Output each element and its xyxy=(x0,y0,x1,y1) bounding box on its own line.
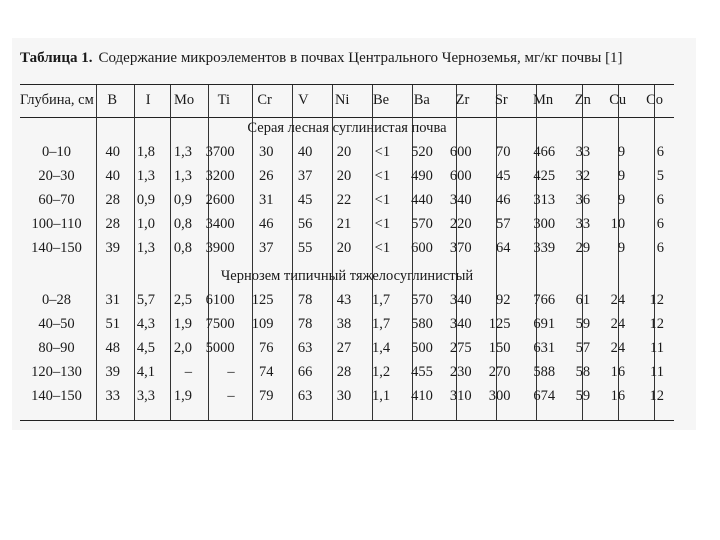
value-cell: 1,3 xyxy=(136,168,156,185)
value-cell: 10 xyxy=(610,216,626,233)
depth-cell: 80–90 xyxy=(38,340,75,357)
value-cell: – xyxy=(184,364,192,381)
value-cell: 20 xyxy=(336,240,352,257)
value-cell: 1,9 xyxy=(173,388,192,405)
value-cell: 46 xyxy=(259,216,274,233)
value-cell: 78 xyxy=(297,292,313,309)
table-row xyxy=(20,165,674,189)
depth-cell: 0–10 xyxy=(42,144,72,161)
value-cell: 6100 xyxy=(205,292,235,309)
value-cell: 125 xyxy=(488,316,511,333)
value-cell: 55 xyxy=(297,240,313,257)
table-row xyxy=(20,313,674,337)
value-cell: 2600 xyxy=(205,192,235,209)
value-cell: 4,3 xyxy=(136,316,156,333)
table-row xyxy=(20,337,674,361)
value-cell: 520 xyxy=(411,144,433,161)
depth-cell: 0–28 xyxy=(42,292,72,309)
table-row xyxy=(20,213,674,237)
value-cell: 300 xyxy=(533,216,556,233)
depth-cell: 20–30 xyxy=(38,168,75,185)
value-cell: 28 xyxy=(105,192,121,209)
table-row xyxy=(20,361,674,385)
value-cell: 20 xyxy=(336,144,352,161)
header-element: Mn xyxy=(532,92,554,108)
value-cell: 28 xyxy=(105,216,121,233)
header-element: Cr xyxy=(257,92,272,108)
value-cell: 20 xyxy=(336,168,352,185)
value-cell: 0,8 xyxy=(173,240,192,257)
value-cell: 38 xyxy=(336,316,352,333)
value-cell: 1,1 xyxy=(371,388,391,405)
value-cell: 300 xyxy=(488,388,511,405)
value-cell: 74 xyxy=(259,364,274,381)
value-cell: 425 xyxy=(533,168,556,185)
header-element: Ni xyxy=(334,92,350,108)
value-cell: 6 xyxy=(656,144,665,161)
header-element: I xyxy=(145,92,151,108)
table-row xyxy=(20,141,674,165)
value-cell: 570 xyxy=(411,292,433,309)
value-cell: 40 xyxy=(105,144,121,161)
value-cell: 64 xyxy=(496,240,511,257)
value-cell: 40 xyxy=(297,144,313,161)
value-cell: 109 xyxy=(251,316,274,333)
value-cell: 76 xyxy=(259,340,274,357)
value-cell: 9 xyxy=(617,144,626,161)
value-cell: 48 xyxy=(105,340,121,357)
header-element: Co xyxy=(646,92,664,108)
value-cell: 32 xyxy=(575,168,591,185)
value-cell: 3700 xyxy=(205,144,235,161)
value-cell: 11 xyxy=(650,340,665,357)
value-cell: 340 xyxy=(449,316,472,333)
value-cell: 588 xyxy=(533,364,556,381)
value-cell: 5 xyxy=(656,168,665,185)
value-cell: 2,0 xyxy=(173,340,192,357)
value-cell: 220 xyxy=(449,216,472,233)
value-cell: 674 xyxy=(533,388,556,405)
table-caption-text: Содержание микроэлементов в почвах Центрального Черноземья, мг/кг почвы [1] xyxy=(98,50,623,66)
depth-cell: 40–50 xyxy=(38,316,75,333)
depth-cell: 120–130 xyxy=(31,364,82,381)
value-cell: 1,7 xyxy=(371,292,391,309)
value-cell: 580 xyxy=(411,316,433,333)
value-cell: 12 xyxy=(649,316,665,333)
value-cell: <1 xyxy=(374,192,391,209)
value-cell: 1,0 xyxy=(136,216,156,233)
value-cell: 31 xyxy=(259,192,274,209)
value-cell: 9 xyxy=(617,240,626,257)
value-cell: <1 xyxy=(374,168,391,185)
value-cell: 16 xyxy=(610,364,626,381)
value-cell: 26 xyxy=(259,168,274,185)
value-cell: 66 xyxy=(297,364,313,381)
header-element: Zr xyxy=(455,92,470,108)
value-cell: 4,1 xyxy=(136,364,156,381)
table-caption-label: Таблица 1. xyxy=(20,50,93,66)
value-cell: 0,9 xyxy=(136,192,156,209)
value-cell: 24 xyxy=(610,340,626,357)
value-cell: 7500 xyxy=(205,316,235,333)
value-cell: 6 xyxy=(656,192,665,209)
value-cell: 3900 xyxy=(205,240,235,257)
value-cell: 39 xyxy=(105,364,121,381)
value-cell: 33 xyxy=(105,388,121,405)
value-cell: 24 xyxy=(610,316,626,333)
header-element: Zn xyxy=(574,92,591,108)
value-cell: 1,3 xyxy=(173,144,192,161)
value-cell: 45 xyxy=(297,192,313,209)
value-cell: 0,9 xyxy=(173,192,192,209)
value-cell: 63 xyxy=(297,388,313,405)
value-cell: 3,3 xyxy=(136,388,156,405)
depth-cell: 140–150 xyxy=(31,240,82,257)
value-cell: 59 xyxy=(575,316,591,333)
value-cell: 92 xyxy=(496,292,511,309)
table-row xyxy=(20,237,674,261)
value-cell: 30 xyxy=(336,388,352,405)
value-cell: 5,7 xyxy=(136,292,156,309)
value-cell: 766 xyxy=(533,292,556,309)
value-cell: – xyxy=(227,388,235,405)
value-cell: 12 xyxy=(649,388,665,405)
header-element: V xyxy=(298,92,309,108)
value-cell: 410 xyxy=(411,388,433,405)
value-cell: 3200 xyxy=(205,168,235,185)
table-scan xyxy=(12,38,696,430)
value-cell: 1,7 xyxy=(371,316,391,333)
header-bottom-rule xyxy=(20,117,674,118)
value-cell: 43 xyxy=(336,292,352,309)
table-row xyxy=(20,289,674,313)
value-cell: 313 xyxy=(533,192,556,209)
value-cell: 370 xyxy=(449,240,472,257)
value-cell: 691 xyxy=(533,316,556,333)
section-title-gray-forest: Серая лесная суглинистая почва xyxy=(247,120,447,136)
section-title-chernozem: Чернозем типичный тяжелосуглинистый xyxy=(220,268,474,284)
value-cell: 1,3 xyxy=(173,168,192,185)
value-cell: 340 xyxy=(449,292,472,309)
value-cell: 5000 xyxy=(205,340,235,357)
value-cell: 40 xyxy=(105,168,121,185)
table-caption xyxy=(20,50,623,67)
value-cell: 3400 xyxy=(205,216,235,233)
value-cell: 78 xyxy=(297,316,313,333)
value-cell: 125 xyxy=(251,292,274,309)
value-cell: 339 xyxy=(533,240,556,257)
header-element: B xyxy=(107,92,118,108)
value-cell: 1,3 xyxy=(136,240,156,257)
value-cell: 600 xyxy=(449,168,472,185)
value-cell: – xyxy=(227,364,235,381)
value-cell: 600 xyxy=(411,240,433,257)
value-cell: 33 xyxy=(575,144,591,161)
header-depth: Глубина, см xyxy=(20,92,94,108)
header-element: Sr xyxy=(494,92,508,108)
value-cell: 4,5 xyxy=(136,340,156,357)
value-cell: 2,5 xyxy=(173,292,192,309)
table-header-row xyxy=(20,85,674,116)
value-cell: 11 xyxy=(650,364,665,381)
value-cell: 37 xyxy=(259,240,274,257)
value-cell: 490 xyxy=(411,168,433,185)
value-cell: <1 xyxy=(374,240,391,257)
value-cell: 270 xyxy=(488,364,511,381)
value-cell: 28 xyxy=(336,364,352,381)
value-cell: 58 xyxy=(575,364,591,381)
value-cell: 57 xyxy=(496,216,511,233)
header-element: Mo xyxy=(173,92,195,108)
value-cell: 46 xyxy=(496,192,511,209)
value-cell: 31 xyxy=(105,292,121,309)
value-cell: 29 xyxy=(575,240,591,257)
value-cell: 39 xyxy=(105,240,121,257)
value-cell: 230 xyxy=(449,364,472,381)
table-row xyxy=(20,189,674,213)
value-cell: 466 xyxy=(533,144,556,161)
value-cell: 631 xyxy=(533,340,556,357)
value-cell: 56 xyxy=(297,216,313,233)
value-cell: 36 xyxy=(575,192,591,209)
value-cell: 1,8 xyxy=(136,144,156,161)
value-cell: 9 xyxy=(617,192,626,209)
value-cell: 570 xyxy=(411,216,433,233)
depth-cell: 140–150 xyxy=(31,388,82,405)
value-cell: 500 xyxy=(411,340,433,357)
value-cell: 22 xyxy=(336,192,352,209)
value-cell: 27 xyxy=(336,340,352,357)
value-cell: 340 xyxy=(449,192,472,209)
value-cell: 30 xyxy=(259,144,274,161)
header-element: Be xyxy=(372,92,390,108)
value-cell: 455 xyxy=(411,364,433,381)
value-cell: 61 xyxy=(575,292,591,309)
value-cell: 1,9 xyxy=(173,316,192,333)
value-cell: 1,2 xyxy=(371,364,391,381)
value-cell: 6 xyxy=(656,216,665,233)
value-cell: 440 xyxy=(411,192,433,209)
value-cell: <1 xyxy=(374,216,391,233)
value-cell: 16 xyxy=(610,388,626,405)
value-cell: 12 xyxy=(649,292,665,309)
value-cell: 310 xyxy=(449,388,472,405)
value-cell: 63 xyxy=(297,340,313,357)
value-cell: 24 xyxy=(610,292,626,309)
value-cell: 600 xyxy=(449,144,472,161)
value-cell: 59 xyxy=(575,388,591,405)
value-cell: 21 xyxy=(336,216,352,233)
header-element: Ba xyxy=(413,92,430,108)
value-cell: 0,8 xyxy=(173,216,192,233)
value-cell: 33 xyxy=(575,216,591,233)
value-cell: 51 xyxy=(105,316,121,333)
depth-cell: 100–110 xyxy=(31,216,82,233)
value-cell: 45 xyxy=(496,168,511,185)
header-element: Cu xyxy=(609,92,627,108)
value-cell: 150 xyxy=(488,340,511,357)
value-cell: 6 xyxy=(656,240,665,257)
value-cell: 1,4 xyxy=(371,340,391,357)
value-cell: <1 xyxy=(374,144,391,161)
value-cell: 37 xyxy=(297,168,313,185)
value-cell: 57 xyxy=(575,340,591,357)
header-element: Ti xyxy=(217,92,230,108)
value-cell: 70 xyxy=(496,144,511,161)
value-cell: 275 xyxy=(449,340,472,357)
value-cell: 79 xyxy=(259,388,274,405)
value-cell: 9 xyxy=(617,168,626,185)
table-bottom-rule xyxy=(20,420,674,421)
table-row xyxy=(20,385,674,409)
depth-cell: 60–70 xyxy=(38,192,75,209)
